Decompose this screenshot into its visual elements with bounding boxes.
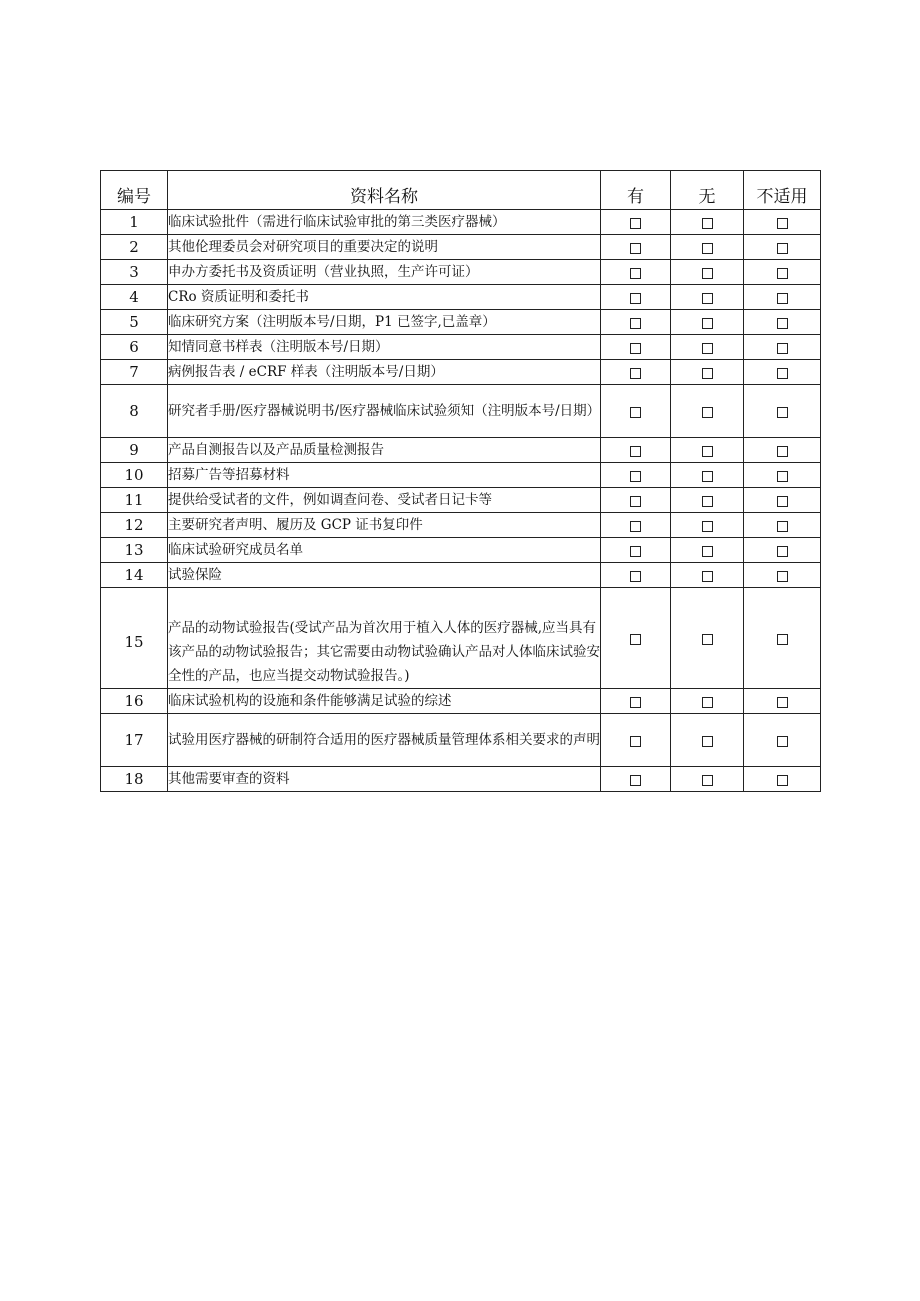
header-yes: 有 (601, 171, 671, 210)
checkbox-icon (777, 697, 788, 708)
not-applicable-checkbox[interactable] (744, 513, 821, 538)
row-number: 8 (101, 385, 168, 438)
table-row (101, 538, 821, 563)
checkbox-icon (777, 243, 788, 254)
row-number: 13 (101, 538, 168, 563)
no-checkbox[interactable] (671, 588, 744, 689)
row-number: 15 (101, 588, 168, 689)
table-row (101, 335, 821, 360)
yes-checkbox[interactable] (601, 235, 671, 260)
row-document-name: 病例报告表 / eCRF 样表（注明版本号/日期） (168, 360, 601, 385)
checkbox-icon (777, 546, 788, 557)
checkbox-icon (702, 293, 713, 304)
checkbox-icon (777, 343, 788, 354)
table-row (101, 260, 821, 285)
no-checkbox[interactable] (671, 438, 744, 463)
row-number: 10 (101, 463, 168, 488)
no-checkbox[interactable] (671, 714, 744, 767)
checkbox-icon (702, 343, 713, 354)
checkbox-icon (777, 293, 788, 304)
not-applicable-checkbox[interactable] (744, 235, 821, 260)
checkbox-icon (777, 407, 788, 418)
row-number: 17 (101, 714, 168, 767)
not-applicable-checkbox[interactable] (744, 488, 821, 513)
not-applicable-checkbox[interactable] (744, 463, 821, 488)
not-applicable-checkbox[interactable] (744, 210, 821, 235)
no-checkbox[interactable] (671, 335, 744, 360)
row-document-name: 试验保险 (168, 563, 601, 588)
no-checkbox[interactable] (671, 385, 744, 438)
row-document-name: 临床试验研究成员名单 (168, 538, 601, 563)
row-document-name: 其他需要审查的资料 (168, 767, 601, 792)
checkbox-icon (702, 218, 713, 229)
no-checkbox[interactable] (671, 210, 744, 235)
checkbox-icon (777, 775, 788, 786)
no-checkbox[interactable] (671, 285, 744, 310)
not-applicable-checkbox[interactable] (744, 385, 821, 438)
checkbox-icon (777, 571, 788, 582)
no-checkbox[interactable] (671, 563, 744, 588)
not-applicable-checkbox[interactable] (744, 714, 821, 767)
row-number: 4 (101, 285, 168, 310)
no-checkbox[interactable] (671, 235, 744, 260)
row-number: 2 (101, 235, 168, 260)
table-row (101, 210, 821, 235)
checkbox-icon (702, 471, 713, 482)
row-document-name: CRo 资质证明和委托书 (168, 285, 601, 310)
table-row (101, 438, 821, 463)
not-applicable-checkbox[interactable] (744, 563, 821, 588)
row-number: 5 (101, 310, 168, 335)
row-number: 16 (101, 689, 168, 714)
table-row (101, 310, 821, 335)
row-number: 18 (101, 767, 168, 792)
checkbox-icon (777, 736, 788, 747)
checkbox-icon (702, 268, 713, 279)
row-number: 1 (101, 210, 168, 235)
checkbox-icon (777, 368, 788, 379)
table-row (101, 689, 821, 714)
checkbox-icon (630, 521, 641, 532)
checkbox-icon (630, 471, 641, 482)
yes-checkbox[interactable] (601, 463, 671, 488)
checkbox-icon (777, 218, 788, 229)
no-checkbox[interactable] (671, 513, 744, 538)
yes-checkbox[interactable] (601, 767, 671, 792)
checkbox-icon (630, 446, 641, 457)
checkbox-icon (630, 634, 641, 645)
checkbox-icon (702, 446, 713, 457)
checkbox-icon (777, 521, 788, 532)
checkbox-icon (630, 775, 641, 786)
yes-checkbox[interactable] (601, 689, 671, 714)
checkbox-icon (630, 243, 641, 254)
no-checkbox[interactable] (671, 360, 744, 385)
checkbox-icon (702, 521, 713, 532)
table-row (101, 767, 821, 792)
checkbox-icon (630, 736, 641, 747)
not-applicable-checkbox[interactable] (744, 285, 821, 310)
table-row (101, 235, 821, 260)
row-number: 6 (101, 335, 168, 360)
not-applicable-checkbox[interactable] (744, 260, 821, 285)
yes-checkbox[interactable] (601, 588, 671, 689)
document-page (100, 170, 820, 792)
table-row (101, 563, 821, 588)
row-document-name: 主要研究者声明、履历及 GCP 证书复印件 (168, 513, 601, 538)
checkbox-icon (777, 446, 788, 457)
yes-checkbox[interactable] (601, 260, 671, 285)
checkbox-icon (630, 268, 641, 279)
checkbox-icon (777, 318, 788, 329)
not-applicable-checkbox[interactable] (744, 360, 821, 385)
table-row (101, 385, 821, 438)
checkbox-icon (702, 496, 713, 507)
checkbox-icon (777, 634, 788, 645)
row-document-name: 试验用医疗器械的研制符合适用的医疗器械质量管理体系相关要求的声明 (168, 714, 601, 767)
checkbox-icon (702, 546, 713, 557)
not-applicable-checkbox[interactable] (744, 438, 821, 463)
row-document-name: 临床试验批件（需进行临床试验审批的第三类医疗器械） (168, 210, 601, 235)
table-row (101, 360, 821, 385)
row-number: 11 (101, 488, 168, 513)
table-row (101, 488, 821, 513)
checkbox-icon (630, 697, 641, 708)
checkbox-icon (702, 407, 713, 418)
table-row (101, 285, 821, 310)
checkbox-icon (630, 571, 641, 582)
yes-checkbox[interactable] (601, 335, 671, 360)
document-checklist-table (100, 170, 821, 792)
row-document-name: 产品自测报告以及产品质量检测报告 (168, 438, 601, 463)
table-row (101, 463, 821, 488)
row-number: 9 (101, 438, 168, 463)
yes-checkbox[interactable] (601, 385, 671, 438)
row-document-name: 其他伦理委员会对研究项目的重要决定的说明 (168, 235, 601, 260)
header-document-name: 资料名称 (168, 171, 601, 210)
checkbox-icon (777, 496, 788, 507)
yes-checkbox[interactable] (601, 488, 671, 513)
checkbox-icon (630, 318, 641, 329)
row-number: 7 (101, 360, 168, 385)
not-applicable-checkbox[interactable] (744, 689, 821, 714)
no-checkbox[interactable] (671, 260, 744, 285)
no-checkbox[interactable] (671, 767, 744, 792)
not-applicable-checkbox[interactable] (744, 335, 821, 360)
checkbox-icon (630, 368, 641, 379)
yes-checkbox[interactable] (601, 360, 671, 385)
checkbox-icon (630, 293, 641, 304)
row-document-name: 临床试验机构的设施和条件能够满足试验的综述 (168, 689, 601, 714)
row-number: 12 (101, 513, 168, 538)
checkbox-icon (702, 697, 713, 708)
no-checkbox[interactable] (671, 463, 744, 488)
checkbox-icon (630, 218, 641, 229)
checkbox-icon (702, 318, 713, 329)
table-row (101, 714, 821, 767)
yes-checkbox[interactable] (601, 285, 671, 310)
yes-checkbox[interactable] (601, 538, 671, 563)
no-checkbox[interactable] (671, 488, 744, 513)
table-row (101, 588, 821, 689)
row-document-name: 申办方委托书及资质证明（营业执照，生产许可证） (168, 260, 601, 285)
checkbox-icon (630, 407, 641, 418)
no-checkbox[interactable] (671, 689, 744, 714)
checkbox-icon (702, 775, 713, 786)
header-not-applicable: 不适用 (744, 171, 821, 210)
yes-checkbox[interactable] (601, 714, 671, 767)
yes-checkbox[interactable] (601, 438, 671, 463)
checkbox-icon (630, 343, 641, 354)
not-applicable-checkbox[interactable] (744, 310, 821, 335)
checkbox-icon (702, 243, 713, 254)
checkbox-icon (630, 496, 641, 507)
not-applicable-checkbox[interactable] (744, 588, 821, 689)
checkbox-icon (702, 634, 713, 645)
row-document-name: 产品的动物试验报告(受试产品为首次用于植入人体的医疗器械,应当具有该产品的动物试验报告；其它需要由动物试验确认产品对人体临床试验安全性的产品，也应当提交动物试验报告。) (168, 588, 601, 689)
header-no: 无 (671, 171, 744, 210)
row-document-name: 提供给受试者的文件，例如调查问卷、受试者日记卡等 (168, 488, 601, 513)
checkbox-icon (702, 736, 713, 747)
yes-checkbox[interactable] (601, 210, 671, 235)
not-applicable-checkbox[interactable] (744, 767, 821, 792)
table-header-row (101, 171, 821, 210)
row-number: 3 (101, 260, 168, 285)
header-number: 编号 (101, 171, 168, 210)
yes-checkbox[interactable] (601, 310, 671, 335)
row-number: 14 (101, 563, 168, 588)
checkbox-icon (777, 268, 788, 279)
row-document-name: 知情同意书样表（注明版本号/日期） (168, 335, 601, 360)
checkbox-icon (777, 471, 788, 482)
table-row (101, 513, 821, 538)
row-document-name: 招募广告等招募材料 (168, 463, 601, 488)
no-checkbox[interactable] (671, 310, 744, 335)
checkbox-icon (702, 571, 713, 582)
row-document-name: 临床研究方案（注明版本号/日期，P1 已签字,已盖章） (168, 310, 601, 335)
not-applicable-checkbox[interactable] (744, 538, 821, 563)
yes-checkbox[interactable] (601, 513, 671, 538)
yes-checkbox[interactable] (601, 563, 671, 588)
checkbox-icon (702, 368, 713, 379)
no-checkbox[interactable] (671, 538, 744, 563)
checkbox-icon (630, 546, 641, 557)
row-document-name: 研究者手册/医疗器械说明书/医疗器械临床试验须知（注明版本号/日期） (168, 385, 601, 438)
